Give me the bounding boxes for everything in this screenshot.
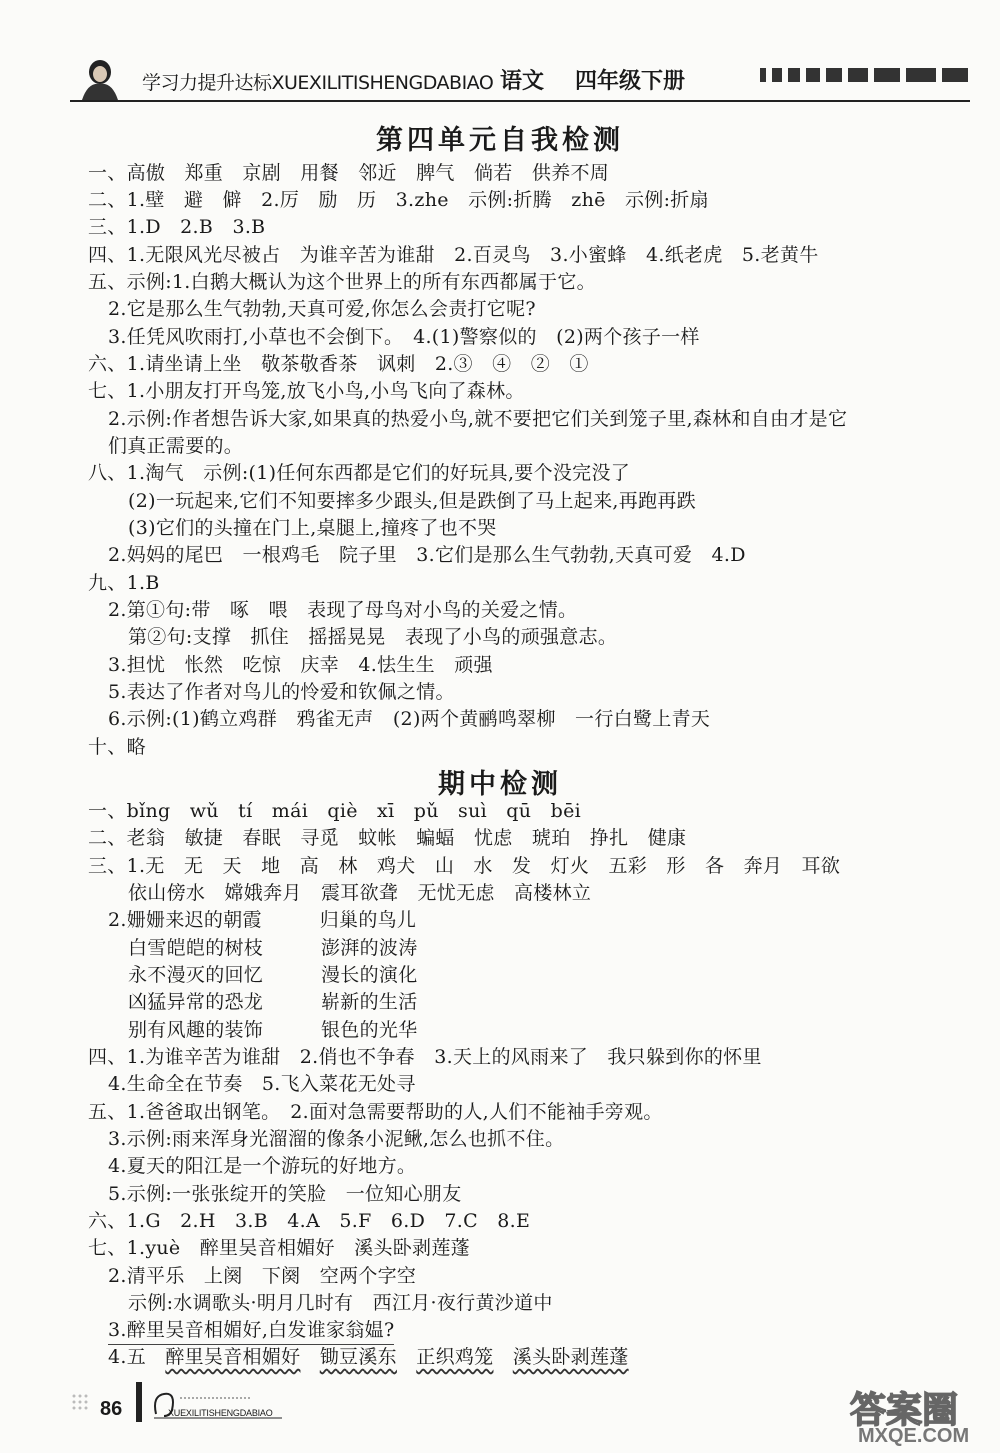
avatar-icon [78, 58, 122, 100]
answer-line: 四、1.无限风光尽被占 为谁辛苦为谁甜 2.百灵鸟 3.小蜜蜂 4.纸老虎 5.老黄牛 [88, 244, 819, 266]
answer-line: 五、1.爸爸取出钢笔。 2.面对急需要帮助的人,人们不能袖手旁观。 [88, 1101, 663, 1123]
answer-line: 2.示例:作者想告诉大家,如果真的热爱小鸟,就不要把它们关到笼子里,森林和自由才是它 [108, 408, 848, 430]
section2-title: 期中检测 [438, 769, 562, 800]
answer-line: 3.示例:雨来浑身光溜溜的像条小泥鳅,怎么也抓不住。 [108, 1128, 565, 1150]
header-brand: 学习力提升达标XUEXILITISHENGDABIAO [142, 72, 494, 94]
answer-line: 别有风趣的装饰 银色的光华 [128, 1019, 418, 1041]
answer-line: 三、1.无 无 天 地 高 林 鸡犬 山 水 发 灯火 五彩 形 各 奔月 耳欲 [88, 855, 841, 877]
answer-line: 一、bǐng wǔ tí mái qiè xī pǔ suì qū bēi [88, 800, 581, 822]
answer-line: 六、1.请坐请上坐 敬茶敬香茶 讽刺 2.③ ④ ② ① [88, 353, 589, 375]
answer-line: 2.妈妈的尾巴 一根鸡毛 院子里 3.它们是那么生气勃勃,天真可爱 4.D [108, 544, 746, 566]
answer-line: 九、1.B [88, 572, 160, 594]
answer-line: 5.示例:一张张绽开的笑脸 一位知心朋友 [108, 1183, 462, 1205]
wavy-phrase: 正织鸡笼 [416, 1346, 494, 1368]
answer-line: 十、略 [88, 736, 146, 758]
header-subject: 语文 [500, 69, 545, 94]
section1-title: 第四单元自我检测 [376, 125, 624, 156]
wavy-phrase: 醉里吴音相媚好 [165, 1346, 301, 1368]
footer-brand: XUEXILITISHENGDABIAO [168, 1408, 273, 1418]
answer-line: 第②句:支撑 抓住 摇摇晃晃 表现了小鸟的顽强意志。 [128, 626, 618, 648]
answer-line: 二、老翁 敏捷 春眠 寻觅 蚊帐 蝙蝠 忧虑 琥珀 挣扎 健康 [88, 827, 687, 849]
answer-line-underlined: 3.醉里吴音相媚好,白发谁家翁媪? [108, 1315, 394, 1345]
answer-line: 6.示例:(1)鹤立鸡群 鸦雀无声 (2)两个黄鹂鸣翠柳 一行白鹭上青天 [108, 708, 711, 730]
answer-line: 白雪皑皑的树枝 澎湃的波涛 [128, 937, 418, 959]
wavy-phrase: 溪头卧剥莲蓬 [512, 1346, 629, 1368]
answer-line: 2.它是那么生气勃勃,天真可爱,你怎么会责打它呢? [108, 298, 536, 320]
answer-line: (2)一玩起来,它们不知要摔多少跟头,但是跌倒了马上起来,再跑再跌 [128, 490, 696, 512]
watermark-text: MXQE.COM [858, 1425, 970, 1447]
answer-line: 2.第①句:带 啄 喂 表现了母鸟对小鸟的关爱之情。 [108, 599, 578, 621]
answer-line: 4.生命全在节奏 5.飞入菜花无处寻 [108, 1073, 416, 1095]
page-header [70, 58, 970, 102]
answer-prefix: 4.五 [108, 1346, 166, 1368]
answer-line: 三、1.D 2.B 3.B [88, 216, 266, 238]
answer-line: 5.表达了作者对鸟儿的怜爱和钦佩之情。 [108, 681, 455, 703]
answer-line: 六、1.G 2.H 3.B 4.A 5.F 6.D 7.C 8.E [88, 1210, 531, 1232]
answer-line: 2.姗姗来迟的朝霞 归巢的鸟儿 [108, 909, 417, 931]
answer-line: 五、示例:1.白鹅大概认为这个世界上的所有东西都属于它。 [88, 271, 596, 293]
answer-line: 示例:水调歌头·明月几时有 西江月·夜行黄沙道中 [128, 1292, 553, 1314]
answer-line: 4.夏天的阳江是一个游玩的好地方。 [108, 1155, 417, 1177]
answer-line: 依山傍水 嫦娥奔月 震耳欲聋 无忧无虑 高楼林立 [128, 882, 592, 904]
header-decoration-blocks [760, 68, 968, 82]
answer-line: 凶猛异常的恐龙 崭新的生活 [128, 991, 418, 1013]
answer-line: 二、1.壁 避 僻 2.厉 励 历 3.zhe 示例:折腾 zhē 示例:折扇 [88, 189, 709, 211]
answer-line: 八、1.淘气 示例:(1)任何东西都是它们的好玩具,要个没完没了 [88, 462, 631, 484]
answer-line: 3.任凭风吹雨打,小草也不会倒下。 4.(1)警察似的 (2)两个孩子一样 [108, 326, 700, 348]
answer-line: 七、1.yuè 醉里吴音相媚好 溪头卧剥莲蓬 [88, 1237, 470, 1259]
answer-line: 们真正需要的。 [108, 435, 244, 457]
answer-line-last [108, 1342, 629, 1369]
answer-line: 永不漫灭的回忆 漫长的演化 [128, 964, 418, 986]
answer-line: 2.清平乐 上阕 下阕 空两个字空 [108, 1265, 417, 1287]
wavy-phrase: 锄豆溪东 [319, 1346, 397, 1368]
answer-line: (3)它们的头撞在门上,桌腿上,撞疼了也不哭 [128, 517, 497, 539]
page-number: 86 [100, 1398, 123, 1420]
footer-bar [136, 1382, 142, 1422]
watermark-top: 答案圈 [850, 1390, 959, 1431]
page-corner-dots-icon [70, 1392, 100, 1422]
answer-line: 一、高傲 郑重 京剧 用餐 邻近 脾气 倘若 供养不周 [88, 162, 610, 184]
header-grade: 四年级下册 [575, 69, 686, 94]
answer-line: 七、1.小朋友打开鸟笼,放飞小鸟,小鸟飞向了森林。 [88, 380, 525, 402]
answer-line: 3.担忧 怅然 吃惊 庆幸 4.怯生生 顽强 [108, 654, 493, 676]
answer-line: 四、1.为谁辛苦为谁甜 2.俏也不争春 3.天上的风雨来了 我只躲到你的怀里 [88, 1046, 762, 1068]
